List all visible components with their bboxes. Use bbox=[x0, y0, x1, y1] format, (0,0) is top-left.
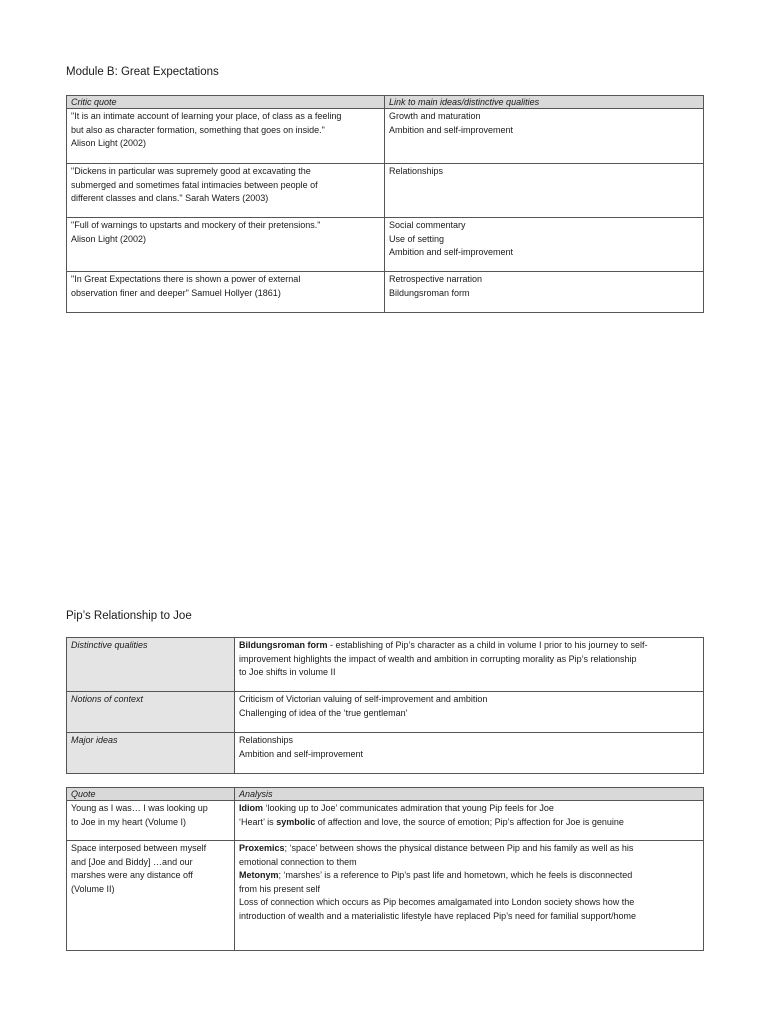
analysis-content bbox=[235, 801, 704, 841]
text-line: Criticism of Victorian valuing of self-improvement and ambition bbox=[239, 694, 488, 704]
module-title: Module B: Great Expectations bbox=[66, 66, 219, 78]
critic-link-cell: Growth and maturation Ambition and self-improvement bbox=[385, 109, 704, 164]
row-label-major-ideas: Major ideas bbox=[67, 733, 235, 774]
text-line: Metonym; ‘marshes’ is a reference to Pip’s past life and hometown, which he feels is disconnected bbox=[239, 870, 633, 880]
critic-table-header bbox=[67, 96, 704, 109]
critic-quote-cell: "Dickens in particular was supremely good at excavating the submerged and sometimes fatal intimacies between people of different classes and clans." Sarah Waters (2003) bbox=[67, 164, 385, 218]
text-line: Proxemics; ‘space’ between shows the physical distance between Pip and his family as well as his bbox=[239, 843, 634, 853]
qualities-table bbox=[66, 637, 704, 774]
analysis-row bbox=[67, 841, 704, 951]
critic-link-cell: Retrospective narration Bildungsroman form bbox=[385, 272, 704, 313]
text-line: Bildungsroman form - establishing of Pip’s character as a child in volume I prior to his journey to self- bbox=[239, 640, 648, 650]
text-line: from his present self bbox=[239, 883, 321, 894]
critic-row bbox=[67, 109, 704, 164]
text-line: Ambition and self-improvement bbox=[239, 748, 364, 759]
section-title: Pip’s Relationship to Joe bbox=[66, 610, 192, 622]
analysis-quote-cell: Space interposed between myself and [Joe and Biddy] …and our marshes were any distance off (Volume II) bbox=[67, 841, 235, 951]
analysis-table-header bbox=[67, 788, 704, 801]
text-line: Loss of connection which occurs as Pip becomes amalgamated into London society shows how the bbox=[239, 897, 635, 907]
critic-quote-table bbox=[66, 95, 704, 313]
qualities-content bbox=[235, 733, 704, 774]
text-line: emotional connection to them bbox=[239, 856, 357, 867]
row-label-notions-of-context: Notions of context bbox=[67, 692, 235, 733]
critic-quote-cell: "In Great Expectations there is shown a power of external observation finer and deeper" Samuel Hollyer (1861) bbox=[67, 272, 385, 313]
text-line: Idiom ‘looking up to Joe’ communicates admiration that young Pip feels for Joe bbox=[239, 803, 554, 813]
analysis-quote-cell: Young as I was… I was looking up to Joe in my heart (Volume I) bbox=[67, 801, 235, 841]
qualities-row bbox=[67, 638, 704, 692]
header-quote: Quote bbox=[67, 788, 235, 801]
analysis-table bbox=[66, 787, 704, 951]
qualities-content bbox=[235, 638, 704, 692]
analysis-row bbox=[67, 801, 704, 841]
qualities-row bbox=[67, 692, 704, 733]
header-link-ideas: Link to main ideas/distinctive qualities bbox=[385, 96, 704, 109]
header-analysis: Analysis bbox=[235, 788, 704, 801]
critic-link-cell: Social commentary Use of setting Ambition and self-improvement bbox=[385, 218, 704, 272]
text-line: introduction of wealth and a materialistic lifestyle have replaced Pip’s need for familial support/home bbox=[239, 910, 637, 921]
header-critic-quote: Critic quote bbox=[67, 96, 385, 109]
text-line: Challenging of idea of the ‘true gentleman’ bbox=[239, 707, 408, 718]
critic-row bbox=[67, 164, 704, 218]
row-label-distinctive-qualities: Distinctive qualities bbox=[67, 638, 235, 692]
critic-row bbox=[67, 272, 704, 313]
text-line: Relationships bbox=[239, 735, 294, 745]
text-line: to Joe shifts in volume II bbox=[239, 667, 336, 677]
critic-link-cell: Relationships bbox=[385, 164, 704, 218]
text-line: improvement highlights the impact of wealth and ambition in corrupting morality as Pip’s relationship bbox=[239, 653, 637, 664]
analysis-content bbox=[235, 841, 704, 951]
critic-quote-cell: "It is an intimate account of learning your place, of class as a feeling but also as character formation, something that goes on inside." Alison Light (2002) bbox=[67, 109, 385, 164]
qualities-content bbox=[235, 692, 704, 733]
text-line: ‘Heart’ is symbolic of affection and love, the source of emotion; Pip’s affection for Joe is genuine bbox=[239, 816, 624, 827]
critic-row bbox=[67, 218, 704, 272]
critic-quote-cell: "Full of warnings to upstarts and mockery of their pretensions." Alison Light (2002) bbox=[67, 218, 385, 272]
qualities-row bbox=[67, 733, 704, 774]
